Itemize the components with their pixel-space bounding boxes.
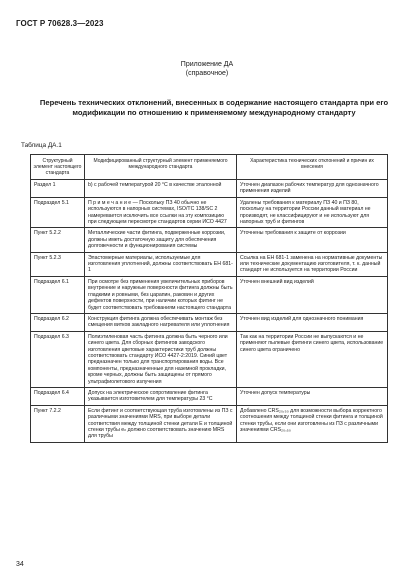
structural-element-cell: Подраздел 6.3 bbox=[31, 331, 85, 387]
international-element-cell: Конструкция фитинга должна обеспечивать монтаж без смещения витков закладного нагревателя или уплотнения bbox=[85, 313, 237, 331]
appendix-label: Приложение ДА bbox=[180, 61, 234, 68]
deviation-description-cell: Уточнен внешний вид изделий bbox=[237, 276, 388, 313]
table-row bbox=[31, 228, 388, 252]
international-element-cell: Если фитинг и соответствующая труба изготовлены из ПЗ с различными значениями MRS, при выборе детали соответствия между толщиной стенки детали Е и толщиной стенки трубы eₙ должно соответствовать значению MRS для трубы bbox=[85, 405, 237, 442]
structural-element-cell: Пункт 7.2.2 bbox=[31, 405, 85, 442]
document-title: Перечень технических отклонений, внесенных в содержание настоящего стандарта при его модификации по отношению к применяемому международному стандарту bbox=[39, 98, 389, 117]
table-row bbox=[31, 331, 388, 387]
international-element-cell: Полиэтиленовая часть фитинга должна быть черного или синего цвета. Для сборных фитингов заводского изготовления цветовые характеристики труб должны соответствовать стандарту ИСО 4427-2:2019. Синий цвет предназначен только для транспортирования воды. Все компоненты, предназначенные для наземной прокладки, кроме черных, должны быть защищены от прямого ультрафиолетового излучения bbox=[85, 331, 237, 387]
table-row bbox=[31, 252, 388, 276]
column-header: Модифицированный структурный элемент применяемого международного стандарта bbox=[85, 155, 237, 180]
column-header: Характеристика технических отклонений и причин их внесения bbox=[237, 155, 388, 180]
international-element-cell: b) с рабочей температурой 20 °С в качестве эталонной bbox=[85, 180, 237, 198]
deviation-description-cell: Добавлено CRS₂₀,₅₀ для возможности выбора корректного соотношения между толщиной стенки фитинга и толщиной стенки трубы, если они изготовлены из ПЗ с различными значениями CRS₂₀,₅₀ bbox=[237, 405, 388, 442]
structural-element-cell: Подраздел 6.1 bbox=[31, 276, 85, 313]
structural-element-cell: Пункт 5.2.2 bbox=[31, 228, 85, 252]
international-element-cell: Эластомерные материалы, используемые для изготовления уплотнений, должны соответствовать EH 681-1 bbox=[85, 252, 237, 276]
structural-element-cell: Подраздел 6.4 bbox=[31, 387, 85, 405]
deviations-table bbox=[30, 154, 388, 443]
international-element-cell: Металлические части фитинга, подверженные коррозии, должны иметь достаточную защиту для обеспечения долговечности и функционирования системы bbox=[85, 228, 237, 252]
international-element-cell: При осмотре без применения увеличительных приборов внутренние и наружные поверхности фитинга должны быть гладкими и ровными, без царапин, раковин и других дефектов поверхности, при наличии которых фитинг не будет соответствовать требованиям настоящего стандарта bbox=[85, 276, 237, 313]
deviation-description-cell: Удалены требования к материалу ПЗ 40 и ПЗ 80, поскольку на территории России данный материал не производят, не классифицируют и не используют для напорных труб и фитингов bbox=[237, 197, 388, 228]
table-label: Таблица ДА.1 bbox=[21, 142, 62, 149]
international-element-cell: Допуск на электрическое сопротивление фитинга указывается изготовителем для температуры 23 °С bbox=[85, 387, 237, 405]
table-row bbox=[31, 405, 388, 442]
table-row bbox=[31, 387, 388, 405]
appendix-heading bbox=[0, 61, 414, 78]
table-row bbox=[31, 197, 388, 228]
international-element-cell: П р и м е ч а н и е — Поскольку ПЗ 40 обычно не используются в напорных системах, ISO/TC 138/SC 2 намеревается исключить все ссылки на эту композицию при следующем пересмотре стандартов серии ИСО 4427 bbox=[85, 197, 237, 228]
structural-element-cell: Подраздел 6.2 bbox=[31, 313, 85, 331]
column-header: Структурный элемент настоящего стандарта bbox=[31, 155, 85, 180]
deviation-description-cell: Ссылка на EH 681-1 заменена на нормативные документы или технические документацию изготовителя, т. к. данный стандарт не используется на территории России bbox=[237, 252, 388, 276]
page-number: 34 bbox=[16, 561, 24, 568]
appendix-kind: (справочное) bbox=[185, 69, 229, 77]
structural-element-cell: Подраздел 5.1 bbox=[31, 197, 85, 228]
table-header-row bbox=[31, 155, 388, 180]
deviation-description-cell: Так как на территории России не выпускаются и не применяют пылевые фитинги синего цвета, использование синего цвета ограничено bbox=[237, 331, 388, 387]
deviation-description-cell: Уточнены требования к защите от коррозии bbox=[237, 228, 388, 252]
standard-header: ГОСТ Р 70628.3—2023 bbox=[16, 19, 104, 28]
structural-element-cell: Раздел 1 bbox=[31, 180, 85, 198]
table-row bbox=[31, 180, 388, 198]
table-row bbox=[31, 276, 388, 313]
table-row bbox=[31, 313, 388, 331]
deviation-description-cell: Уточнен вид изделий для однозначного понимания bbox=[237, 313, 388, 331]
structural-element-cell: Пункт 5.2.3 bbox=[31, 252, 85, 276]
deviation-description-cell: Уточнен допуск температуры bbox=[237, 387, 388, 405]
deviation-description-cell: Уточнен диапазон рабочих температур для однозначного применения изделий bbox=[237, 180, 388, 198]
